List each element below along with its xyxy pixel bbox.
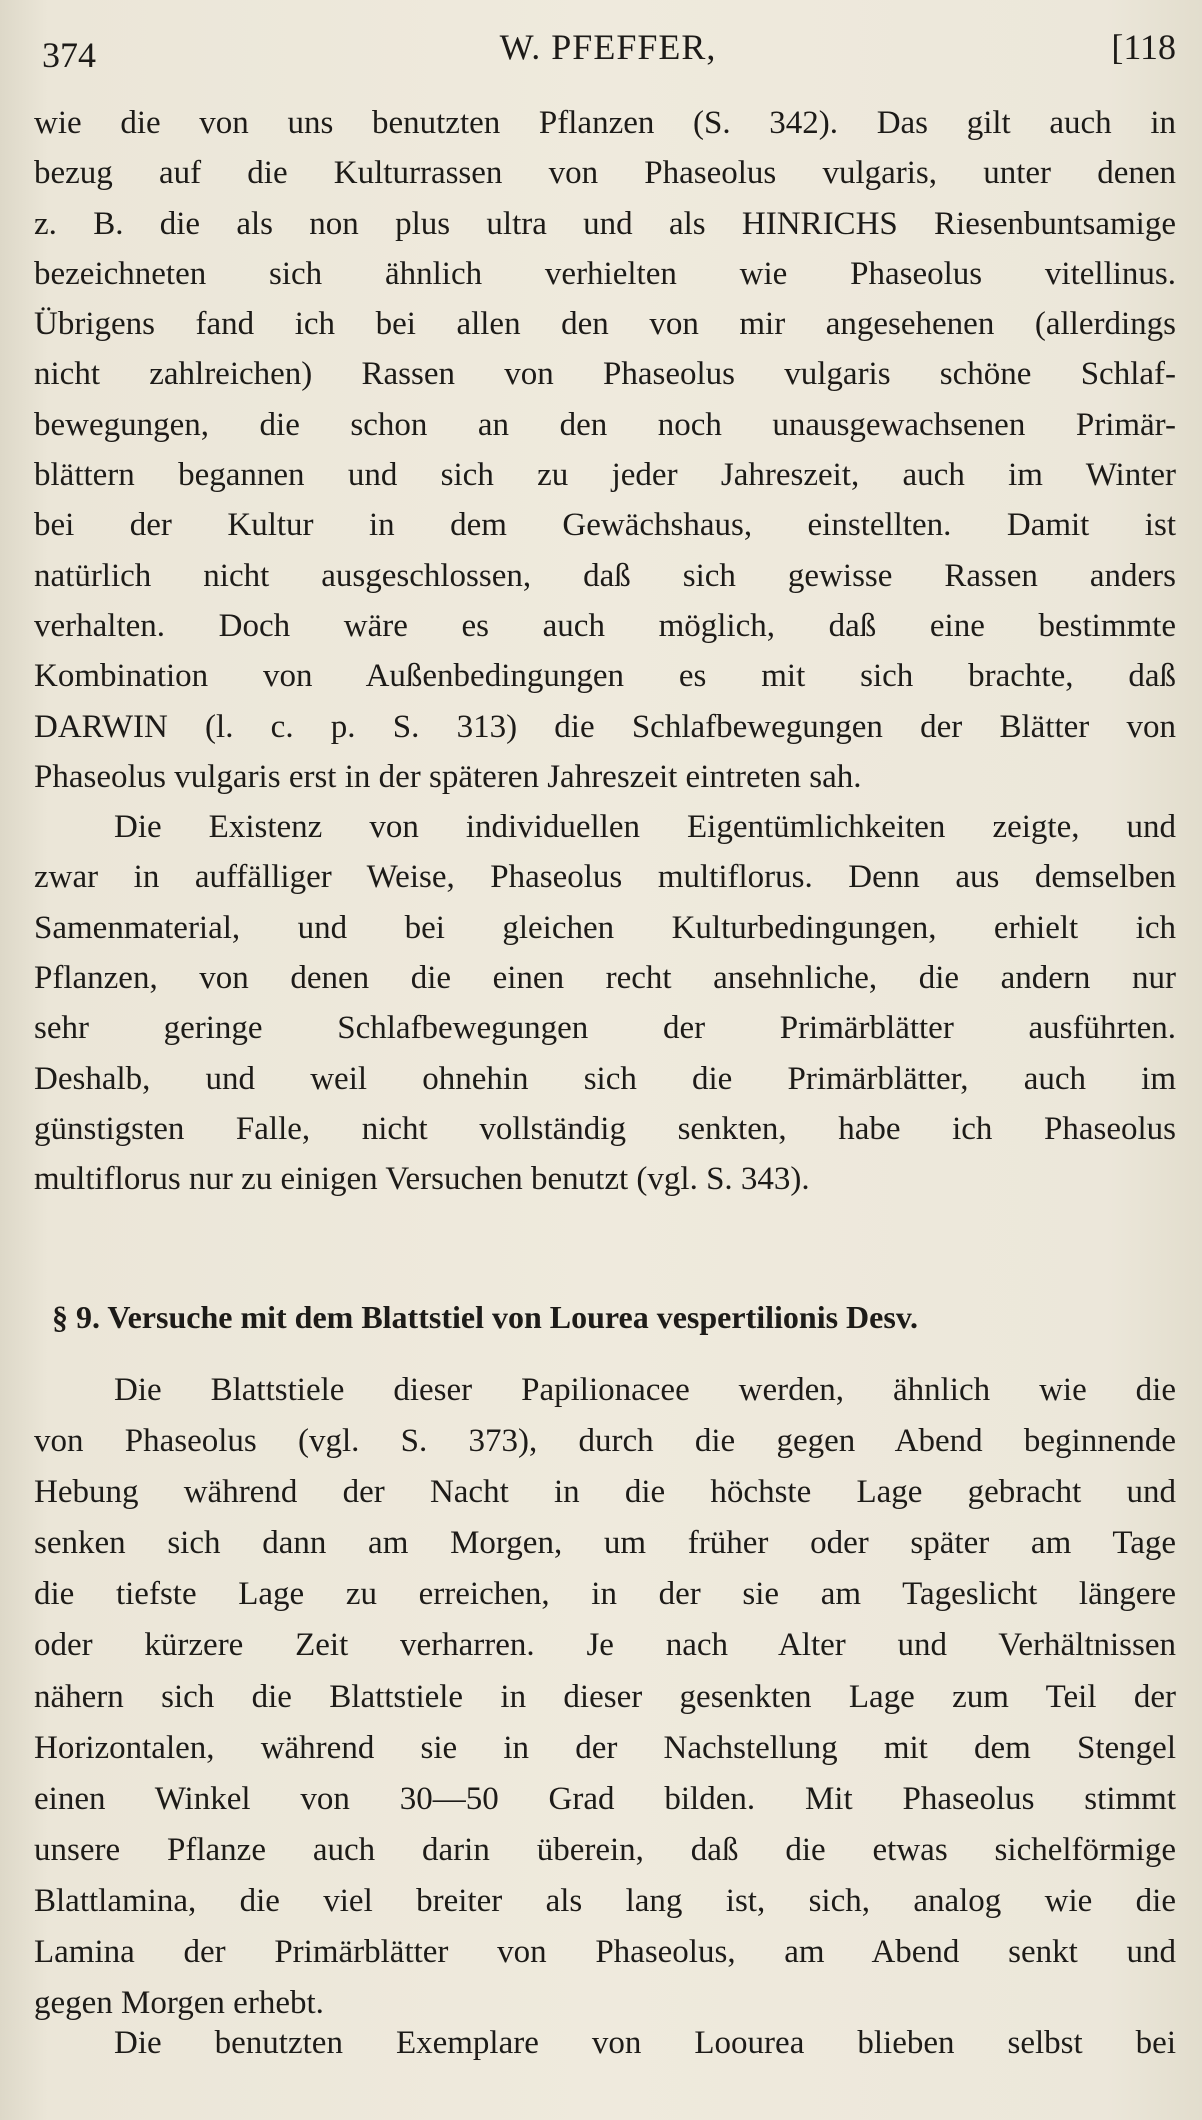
text-line: senken sich dann am Morgen, um früher oder später am Tage xyxy=(34,1525,1176,1562)
text-line: günstigsten Falle, nicht vollständig senkten, habe ich Phaseolus xyxy=(34,1110,1176,1147)
text-line: bewegungen, die schon an den noch unausgewachsenen Primär- xyxy=(34,406,1176,443)
text-line: gegen Morgen erhebt. xyxy=(34,1985,324,2022)
text-line: blättern begannen und sich zu jeder Jahreszeit, auch im Winter xyxy=(34,457,1176,494)
text-line: Deshalb, und weil ohnehin sich die Primärblätter, auch im xyxy=(34,1060,1176,1097)
text-line: bei der Kultur in dem Gewächshaus, einstellten. Damit ist xyxy=(34,507,1176,544)
text-line: einen Winkel von 30—50 Grad bilden. Mit Phaseolus stimmt xyxy=(34,1780,1176,1817)
text-line: DARWIN (l. c. p. S. 313) die Schlafbewegungen der Blätter von xyxy=(34,708,1176,745)
text-line: oder kürzere Zeit verharren. Je nach Alter und Verhältnissen xyxy=(34,1627,1176,1664)
text-line: bezug auf die Kulturrassen von Phaseolus vulgaris, unter denen xyxy=(34,155,1176,192)
text-line: Kombination von Außenbedingungen es mit sich brachte, daß xyxy=(34,658,1176,695)
text-line: Lamina der Primärblätter von Phaseolus, am Abend senkt und xyxy=(34,1934,1176,1971)
page-number: 374 xyxy=(42,35,96,75)
text-line: Phaseolus vulgaris erst in der späteren Jahreszeit eintreten sah. xyxy=(34,758,862,795)
text-line: Hebung während der Nacht in die höchste Lage gebracht und xyxy=(34,1474,1176,1511)
text-line: multiflorus nur zu einigen Versuchen benutzt (vgl. S. 343). xyxy=(34,1161,810,1198)
text-line: Die Existenz von individuellen Eigentümlichkeiten zeigte, und xyxy=(114,809,1176,846)
text-line: z. B. die als non plus ultra und als HINRICHS Riesenbuntsamige xyxy=(34,205,1176,242)
text-line: Samenmaterial, und bei gleichen Kulturbedingungen, erhielt ich xyxy=(34,909,1176,946)
running-header xyxy=(36,22,1180,75)
text-block-section-9 xyxy=(34,1365,1176,2029)
text-line: nähern sich die Blattstiele in dieser gesenkten Lage zum Teil der xyxy=(34,1678,1176,1715)
text-line: wie die von uns benutzten Pflanzen (S. 342). Das gilt auch in xyxy=(34,105,1176,141)
text-line: natürlich nicht ausgeschlossen, daß sich gewisse Rassen anders xyxy=(34,557,1176,594)
text-line: Die benutzten Exemplare von Loourea blieben selbst bei xyxy=(114,2025,1176,2061)
section-heading: § 9. Versuche mit dem Blattstiel von Lourea vespertilionis Desv. xyxy=(52,1299,919,1335)
text-line: unsere Pflanze auch darin überein, daß die etwas sichelförmige xyxy=(34,1831,1176,1868)
text-line: die tiefste Lage zu erreichen, in der sie am Tageslicht längere xyxy=(34,1576,1176,1613)
text-line: Übrigens fand ich bei allen den von mir angesehenen (allerdings xyxy=(34,306,1176,343)
text-block-bottom xyxy=(34,2018,1176,2068)
original-page-number: [118 xyxy=(1111,27,1176,67)
text-line: zwar in auffälliger Weise, Phaseolus multiflorus. Denn aus demselben xyxy=(34,859,1176,896)
text-line: bezeichneten sich ähnlich verhielten wie Phaseolus vitellinus. xyxy=(34,255,1176,292)
text-line: Pflanzen, von denen die einen recht ansehnliche, die andern nur xyxy=(34,960,1176,997)
text-line: Blattlamina, die viel breiter als lang ist, sich, analog wie die xyxy=(34,1882,1176,1919)
text-line: Die Blattstiele dieser Papilionacee werden, ähnlich wie die xyxy=(114,1372,1176,1408)
text-line: von Phaseolus (vgl. S. 373), durch die gegen Abend beginnende xyxy=(34,1423,1176,1460)
text-line: sehr geringe Schlafbewegungen der Primärblätter ausführten. xyxy=(34,1010,1176,1047)
running-head-author: W. PFEFFER, xyxy=(499,27,717,67)
text-line: nicht zahlreichen) Rassen von Phaseolus vulgaris schöne Schlaf- xyxy=(34,356,1176,393)
text-line: verhalten. Doch wäre es auch möglich, daß eine bestimmte xyxy=(34,607,1176,644)
text-block-top xyxy=(34,98,1176,1205)
text-line: Horizontalen, während sie in der Nachstellung mit dem Stengel xyxy=(34,1729,1176,1766)
